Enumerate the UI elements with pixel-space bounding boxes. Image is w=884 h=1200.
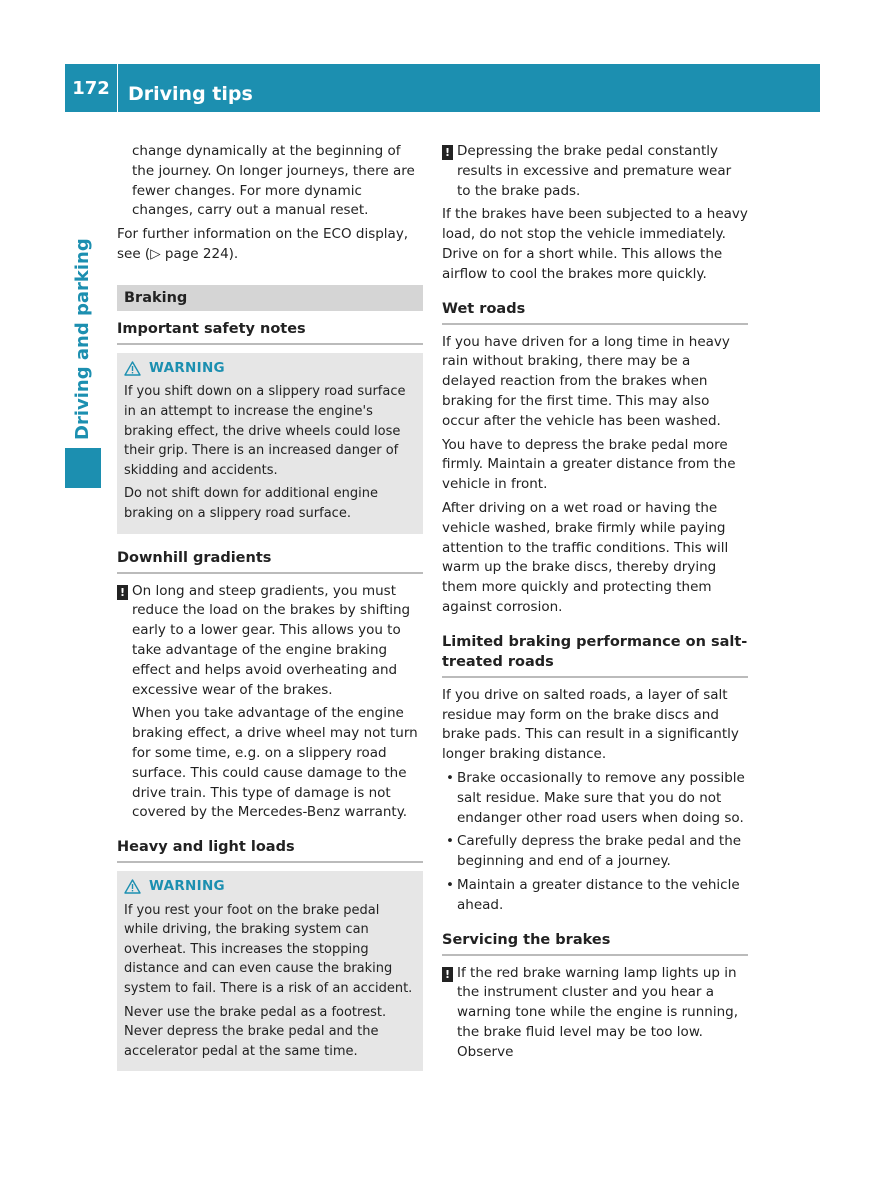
body-text: You have to depress the brake pedal more firmly. Maintain a greater distance from the vehicle in front. <box>442 436 736 493</box>
warning-text: Never use the brake pedal as a footrest. Never depress the brake pedal and the accelerator pedal at the same time. <box>124 1004 387 1059</box>
left-column <box>117 142 423 1079</box>
warning-header <box>124 357 416 383</box>
note <box>117 582 423 701</box>
list-item-text: Brake occasionally to remove any possible salt residue. Make sure that you do not endanger other road users when doing so. <box>457 769 745 826</box>
warning-title: WARNING <box>149 878 225 895</box>
subhead-loads: Heavy and light loads <box>117 837 423 863</box>
side-tab-marker <box>65 448 101 488</box>
page-title: Driving tips <box>128 83 253 105</box>
subhead-safety: Important safety notes <box>117 319 423 345</box>
body-text: If the brakes have been subjected to a heavy load, do not stop the vehicle immediately. Drive on for a short while. This allows the airflow to cool the brakes more quickly. <box>442 206 748 282</box>
body-text: If you have driven for a long time in heavy rain without braking, there may be a delayed reaction from the brakes when braking for the first time. This may also occur after the vehicle has been washed. <box>442 333 730 429</box>
list-item <box>442 832 748 872</box>
header-bar <box>65 64 820 112</box>
list-item <box>442 876 748 916</box>
exclamation-note-icon: ! <box>442 967 453 982</box>
subhead-wet: Wet roads <box>442 299 748 325</box>
subhead-salt: Limited braking performance on salt-treated roads <box>442 632 748 678</box>
note-text: If the red brake warning lamp lights up in the instrument cluster and you hear a warning tone while the engine is running, the brake fluid level may be too low. Observe <box>457 964 738 1060</box>
warning-box <box>117 353 423 534</box>
eco-info: For further information on the ECO display, see (▷ page 224). <box>117 226 409 262</box>
subhead-service: Servicing the brakes <box>442 930 748 956</box>
list-item <box>442 769 748 828</box>
body-text: If you drive on salted roads, a layer of salt residue may form on the brake discs and brake pads. This can result in a significantly longer braking distance. <box>442 686 739 763</box>
warning-box <box>117 871 423 1071</box>
warning-text: If you rest your foot on the brake pedal while driving, the braking system can overheat. This increases the stopping distance and can even cause the braking system to fail. There is a risk of an accident. <box>124 902 413 997</box>
chapter-label: Driving and parking <box>72 238 93 440</box>
note <box>442 964 748 1063</box>
page-number: 172 <box>65 64 118 112</box>
bullet-icon: • <box>446 769 454 786</box>
eco-text: change dynamically at the beginning of the journey. On longer journeys, there are fewer changes. For more dynamic changes, carry out a manual reset. <box>132 143 415 219</box>
note-text: When you take advantage of the engine braking effect, a drive wheel may not turn for some time, e.g. on a slippery road surface. This could cause damage to the drive train. This type of damage is not covered by the Mercedes-Benz warranty. <box>132 705 418 821</box>
warning-text: Do not shift down for additional engine braking on a slippery road surface. <box>124 486 378 521</box>
warning-text: If you shift down on a slippery road surface in an attempt to increase the engine's braking effect, the drive wheels could lose their grip. There is an increased danger of skidding and accidents. <box>124 384 406 478</box>
exclamation-note-icon: ! <box>442 145 453 160</box>
body-text: After driving on a wet road or having the vehicle washed, brake firmly while paying attention to the traffic conditions. This will warm up the brake discs, thereby drying them more quickly and protecting them against corrosion. <box>442 499 729 615</box>
section-title-braking: Braking <box>117 285 423 311</box>
list-item-text: Maintain a greater distance to the vehicle ahead. <box>457 876 740 913</box>
subhead-downhill: Downhill gradients <box>117 548 423 574</box>
note-text: Depressing the brake pedal constantly results in excessive and premature wear to the brake pads. <box>457 143 732 199</box>
exclamation-note-icon: ! <box>117 585 128 600</box>
note <box>442 142 748 201</box>
bullet-icon: • <box>446 876 454 893</box>
note-text: On long and steep gradients, you must reduce the load on the brakes by shifting early to a lower gear. This allows you to take advantage of the engine braking effect and helps avoid overheating and excessive wear of the brakes. <box>132 582 411 698</box>
bullet-icon: • <box>446 833 454 850</box>
warning-triangle-icon <box>124 361 141 376</box>
warning-title: WARNING <box>149 359 225 376</box>
right-column <box>442 142 748 1066</box>
warning-triangle-icon <box>124 879 141 894</box>
warning-header <box>124 875 416 901</box>
list-item-text: Carefully depress the brake pedal and the beginning and end of a journey. <box>457 833 742 870</box>
